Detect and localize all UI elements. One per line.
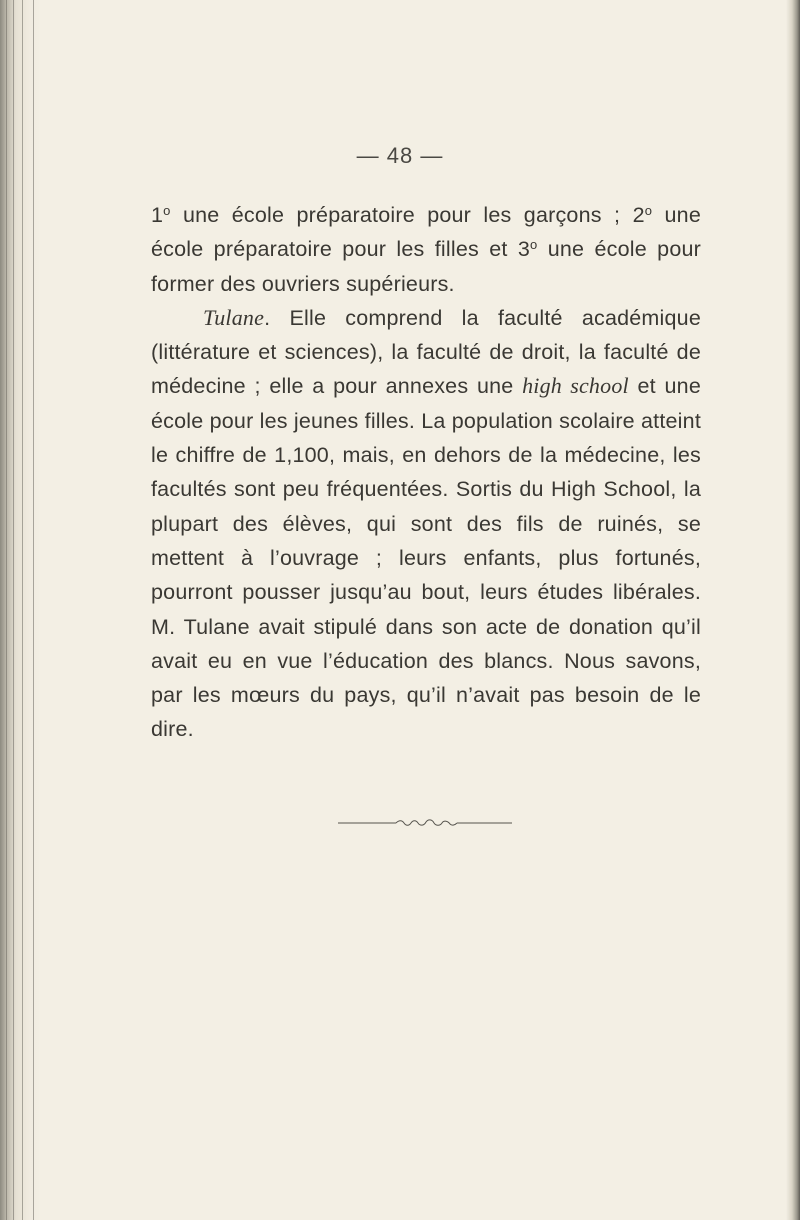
superscript: o (530, 237, 538, 253)
text-run: 1 (151, 203, 164, 227)
superscript: o (163, 203, 171, 218)
text-run: et une école pour les jeunes filles. La population scolaire atteint le chiffre de 1,100, mais, en dehors de la médecine, les facultés sont peu fréquentées. Sortis du High School, la plupart des élèves, qui sont des fils de ruinés, se mettent à l’ouvrage ; leurs enfants, plus fortunés, pourront pousser jusqu’au bout, leurs études libérales. M. Tulane avait stipulé dans son acte de donation qu’il avait eu en vue l’éducation des blancs. Nous savons, par les mœurs du pays, qu’il n’avait pas besoin de le dire. (151, 374, 701, 742)
binding-line (33, 0, 34, 1220)
binding-line (13, 0, 14, 1220)
text-run: une école préparatoire pour les filles et 3 (151, 203, 701, 262)
body-text (151, 198, 701, 747)
paragraph-2 (151, 301, 701, 747)
end-ornament (338, 818, 512, 828)
superscript: o (644, 203, 653, 218)
paragraph-1 (151, 198, 701, 301)
page-number: — 48 — (356, 143, 444, 168)
page-edge-shadow (786, 0, 800, 1220)
binding-line (6, 0, 7, 1220)
text-run: une école pour former des ouvriers supérieurs. (151, 237, 701, 296)
italic-name: Tulane (203, 304, 265, 330)
italic-term: high school (522, 373, 629, 399)
text-run: une école préparatoire pour les garçons ; 2 (170, 203, 645, 227)
binding-line (22, 0, 23, 1220)
text-run: . Elle comprend la faculté académique (littérature et sciences), la faculté de droit, la faculté de médecine ; elle a pour annexes une (151, 305, 701, 399)
